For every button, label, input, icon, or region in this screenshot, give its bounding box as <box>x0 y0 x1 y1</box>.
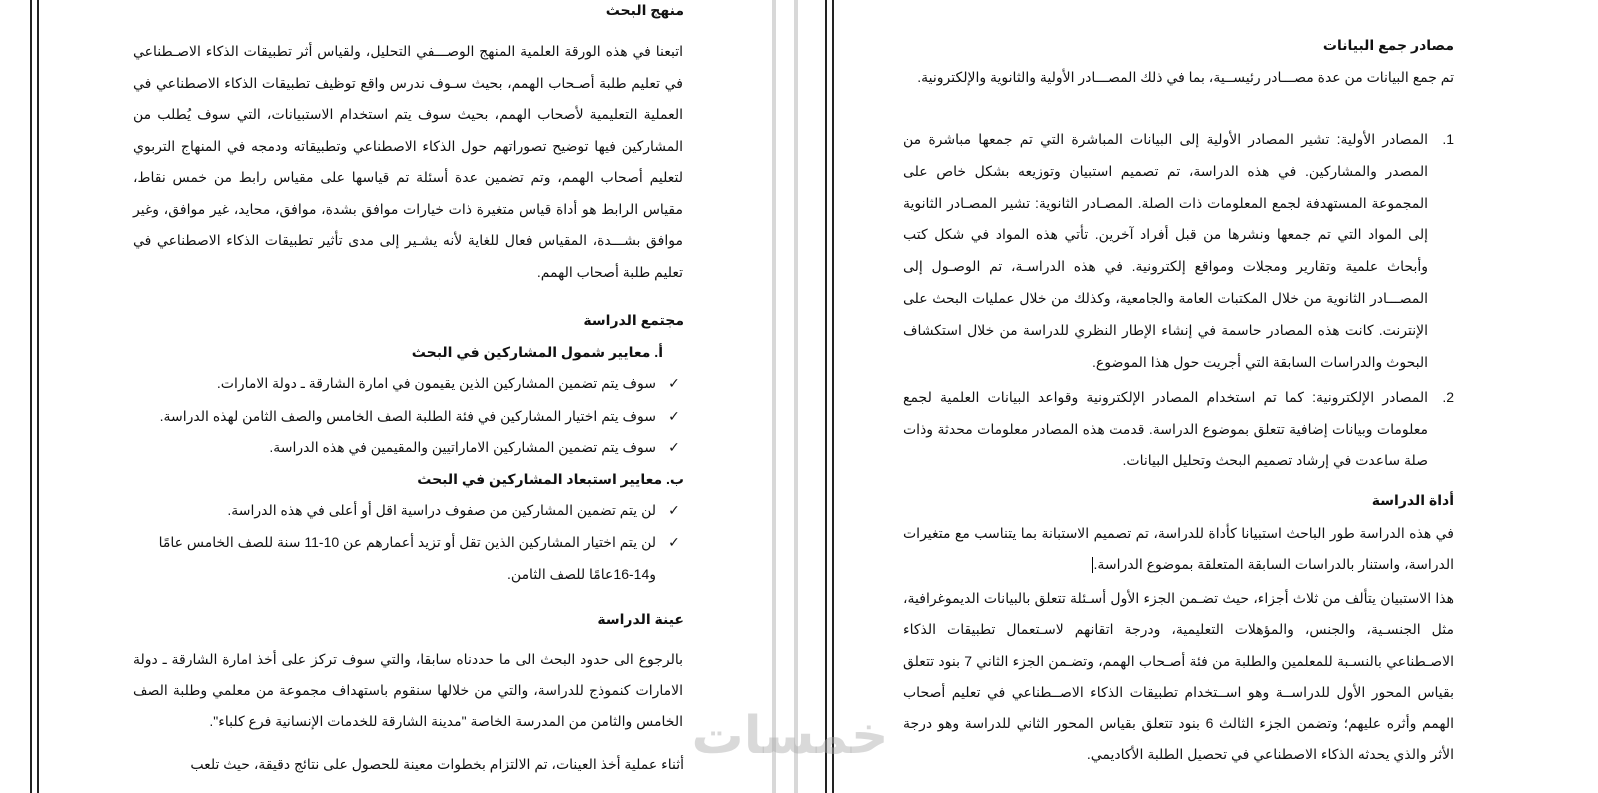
page-gutter <box>772 0 776 793</box>
document-page-right <box>856 0 1546 793</box>
list-item: ✓سوف يتم تضمين المشاركين الذين يقيمون في امارة الشارقة ـ دولة الامارات. <box>217 375 684 392</box>
list-item: ✓سوف يتم تضمين المشاركين الاماراتيين والمقيمين في هذه الدراسة. <box>269 439 684 456</box>
subheading-exclusion-criteria: ب. معايير استبعاد المشاركين في البحث <box>417 471 684 487</box>
heading-study-community: مجتمع الدراسة <box>583 312 684 328</box>
watermark-logo: خمسات <box>691 706 889 766</box>
checkmark-icon: ✓ <box>668 534 680 550</box>
page-edge <box>37 0 39 793</box>
heading-research-method: منهج البحث <box>605 2 684 18</box>
checkmark-icon: ✓ <box>668 502 680 518</box>
checkmark-icon: ✓ <box>668 439 680 455</box>
list-item: ✓لن يتم تضمين المشاركين من صفوف دراسية اقل أو أعلى في هذه الدراسة. <box>227 502 684 519</box>
checkmark-icon: ✓ <box>668 408 680 424</box>
paragraph-study-sample: بالرجوع الى حدود البحث الى ما حددناه سابقا، والتي سوف تركز على أخذ امارة الشارقة ـ دولة الامارات كنموذج للدراسة، والتي من خلالها سنقوم باستهداف مجموعة من معلمي وطلبة الصف الخامس والثامن من المدرسة الخاصة "مدينة الشارقة للخدمات الإنسانية فرع كلباء". <box>133 651 683 729</box>
list-item-continuation: و14-16عامًا للصف الثامن. <box>507 566 656 582</box>
list-item: ✓لن يتم اختيار المشاركين الذين تقل أو تزيد أعمارهم عن 10-11 سنة للصف الخامس عامًا <box>159 534 684 551</box>
paragraph-sampling-process: أثناء عملية أخذ العينات، تم الالتزام بخطوات معينة للحصول على نتائج دقيقة، حيث تلعب <box>190 756 684 772</box>
page-gutter <box>794 0 798 793</box>
list-item: ✓سوف يتم اختيار المشاركين في فئة الطلبة الصف الخامس والصف الثامن لهذه الدراسة. <box>160 408 684 425</box>
checkmark-icon: ✓ <box>668 375 680 391</box>
document-page-left <box>40 0 760 793</box>
list-item <box>903 124 1454 378</box>
heading-study-tool: أداة الدراسة <box>1371 492 1454 508</box>
page-edge-left <box>30 0 32 793</box>
list-item-number: 1. <box>1442 131 1454 147</box>
paragraph-study-tool: في هذه الدراسة طور الباحث استبيانا كأداة للدراسة، تم تصميم الاستبانة بما يتناسب مع متغيرات الدراسة، واستنار بالدراسات السابقة المتعلقة بموضوع الدراسة. <box>903 525 1454 572</box>
subheading-inclusion-criteria: أ. معايير شمول المشاركين في البحث <box>411 344 663 360</box>
page-edge <box>825 0 827 793</box>
paragraph-questionnaire-structure: هذا الاستبيان يتألف من ثلاث أجزاء، حيث تضـمن الجزء الأول أسـئلة تتعلق بالبيانات الديموغرافية، مثل الجنسـية، والجنس، والمؤهلات التعليمية، ودرجة اتقانهم لاسـتعمال تطبيقات الذكاء الاصـطناعي بالنسـبة للمعلمين والطلبة من فئة أصـحاب الهمم، وتضـمن الجزء الثاني 7 بنود تتعلق بقياس المحور الأول للدراســة وهو اســتخدام تطبيقات الذكاء الاصــطناعي في تعليم أصحاب الهمم وأثره عليهم؛ وتضمن الجزء الثالث 6 بنود تتعلق بقياس المحور الثاني للدراسة وهو درجة الأثر والذي يحدثه الذكاء الاصطناعي في تحصيل الطلبة الأكاديمي. <box>903 590 1455 763</box>
heading-data-sources: مصادر جمع البيانات <box>1322 37 1454 53</box>
heading-study-sample: عينة الدراسة <box>597 611 684 627</box>
list-item-number: 2. <box>1442 389 1454 406</box>
list-item-text: المصادر الإلكترونية: كما تم استخدام المصادر الإلكترونية وقواعد البيانات العلمية لجمع معلومات وبيانات إضافية تتعلق بموضوع الدراسة. قدمت هذه المصادر معلومات محدثة وذات صلة ساعدت في إرشاد تصميم البحث وتحليل البيانات. <box>903 389 1428 469</box>
page-edge <box>832 0 834 793</box>
list-item <box>903 382 1454 477</box>
data-sources-list <box>903 124 1454 477</box>
paragraph-data-sources: تم جمع البيانات من عدة مصـــادر رئيســية، بما في ذلك المصـــادر الأولية والثانوية والإلكترونية. <box>917 69 1454 85</box>
paragraph-research-method: اتبعنا في هذه الورقة العلمية المنهج الوصـــفي التحليل، ولقياس أثر تطبيقات الذكاء الاصـطناعي في تعليم طلبة أصـحاب الهمم، بحيث سـوف ندرس واقع توظيف تطبيقات الذكاء الاصطناعي في العملية التعليمية لأصحاب الهمم، بحيث سوف يتم استخدام الاستبيانات، التي سوف يُطلب من المشاركين فيها توضيح تصوراتهم حول الذكاء الاصطناعي وتطبيقاته ودمجه في المنهاج التربوي لتعليم أصحاب الهمم، وتم تضمين عدة أسئلة تم قياسها على مقياس رابط من خمس نقاط، مقياس الرابط هو أداة قياس متغيرة ذات خيارات موافق بشدة، موافق، محايد، غير موافق، وغير موافق بشـــدة، المقياس فعال للغاية لأنه يشـير إلى مدى تأثير تطبيقات الذكاء الاصطناعي في تعليم طلبة أصحاب الهمم. <box>133 43 683 280</box>
list-item-text: المصادر الأولية: تشير المصادر الأولية إلى البيانات المباشرة التي تم جمعها مباشرة من المصدر والمشاركين. في هذه الدراسة، تم تصميم استبيان وتوزيعه بشكل خاص على المجموعة المستهدفة لجمع المعلومات ذات الصلة. المصـادر الثانوية: تشير المصـادر الثانوية إلى المواد التي تم جمعها ونشرها من قبل أفراد آخرين. تأتي هذه المواد في شكل كتب وأبحاث علمية وتقارير ومجلات ومواقع إلكترونية. في هذه الدراسـة، تم الوصـول إلى المصـــادر الثانوية من خلال المكتبات العامة والجامعية، وكذلك من خلال عمليات البحث على الإنترنت. كانت هذه المصادر حاسمة في إنشاء الإطار النظري للدراسة من خلال استكشاف البحوث والدراسات السابقة التي أجريت حول هذا الموضوع. <box>903 131 1428 370</box>
